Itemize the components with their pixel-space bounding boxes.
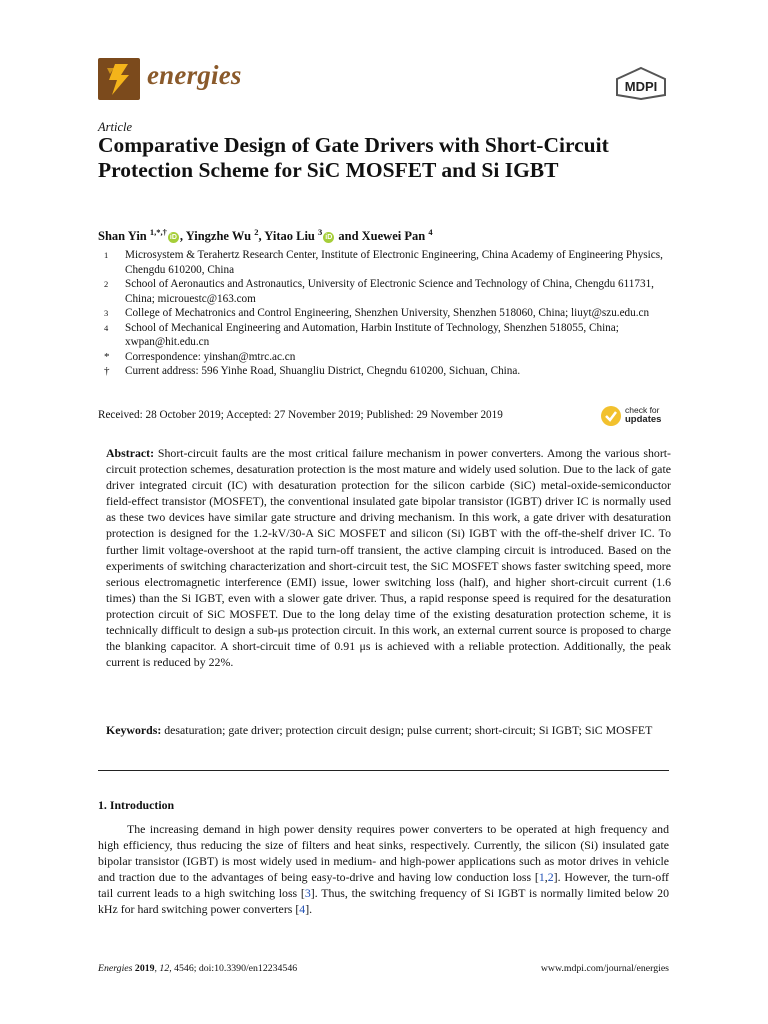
author-list: Shan Yin $^{1,*,\dagger}$iD , Yingzhe Wu $^2$, Yitao Liu $^3$iD and Xuewei Pan $^4$ xyxy=(98,227,433,244)
check-for-updates-badge[interactable] xyxy=(600,403,672,429)
affiliation-item xyxy=(104,248,674,277)
check-updates-line1: check for xyxy=(625,405,660,415)
section-divider xyxy=(98,770,669,771)
orcid-icon[interactable]: iD xyxy=(169,234,177,242)
author-name: Yingzhe Wu xyxy=(185,229,252,244)
footer-citation: Energies 2019, 12, 4546; doi:10.3390/en12234546 xyxy=(98,963,298,974)
author-sup: 2 xyxy=(254,227,259,237)
author-sup: 3 xyxy=(318,227,323,237)
current-address-item xyxy=(104,364,674,379)
affiliation-mark: 2 xyxy=(104,279,109,289)
affiliation-mark: 3 xyxy=(104,308,109,318)
keywords-text: desaturation; gate driver; protection circuit design; pulse current; short-circuit; Si IGBT; SiC MOSFET xyxy=(164,723,653,737)
affiliation-mark: 1 xyxy=(104,250,109,260)
abstract-text: Short-circuit faults are the most critical failure mechanism in power converters. Among the various short-circuit protection schemes, desaturation protection is the most mature and widely used solution. Due to the lack of gate driver integrated circuit (IC) with desaturation protection for the silicon carbide (SiC) metal-oxide-semiconductor field-effect transistor (MOSFET), the conventional insulated gate bipolar transistor (IGBT) driver IC is normally used as these two devices have similar gate structure and driving mechanism. In this work, a gate driver with desaturation protection is designed for the 1.2-kV/30-A SiC MOSFET and silicon (Si) IGBT with the off-the-shelf driver IC. To further limit voltage-overshoot at the rapid turn-off transient, the active clamping circuit is introduced. Based on the experiments of switching characterization and short-circuit test, the SiC MOSFET shows faster switching speed, more serious electromagnetic interference (EMI) issue, lower switching loss (half), and higher short-circuit current (1.6 times) than the Si IGBT, even with a slower gate driver. Thus, a rapid response speed is required for the desaturation protection circuit of SiC MOSFET. Due to the long delay time of the existing desaturation protection scheme, it is technically difficult to design a sub-μs protection circuit. In this work, an external current source is proposed to charge the blanking capacitor. A short-circuit time of 0.91 μs is achieved with a reliable protection. Additionally, the peak current is reduced by 22%. xyxy=(106,446,672,670)
publisher-logo xyxy=(613,66,669,100)
footer-journal: Energies xyxy=(98,963,133,974)
paper-title: Comparative Design of Gate Drivers with Short-Circuit Protection Scheme for SiC MOSFET and Si IGBT xyxy=(98,133,609,182)
citation-link[interactable]: 2 xyxy=(547,870,554,885)
abstract-label: Abstract: xyxy=(106,446,155,460)
affiliation-mark: 4 xyxy=(104,322,109,333)
affiliation-item xyxy=(104,321,674,350)
orcid-icon[interactable]: iD xyxy=(325,234,333,242)
correspondence-item xyxy=(104,350,674,365)
intro-text: ]. However, the turn-off tail current leads to a high switching loss [ xyxy=(98,870,669,901)
keywords xyxy=(106,722,671,738)
intro-text: , xyxy=(544,870,548,885)
affiliation-text: School of Aeronautics and Astronautics, University of Electronic Science and Technology of China, Chengdu 611731, China; microuestc@163.com xyxy=(125,278,654,305)
current-address-text: Current address: 596 Yinhe Road, Shuangliu District, Chegndu 610200, Sichuan, China. xyxy=(125,365,521,377)
affiliation-mark: * xyxy=(104,350,110,363)
author-name: Shan Yin xyxy=(98,229,147,244)
author-sup: 4 xyxy=(428,227,433,237)
abstract xyxy=(106,445,671,670)
intro-text: ]. Thus, the switching frequency of Si IGBT is normally limited below 20 kHz for hard switching power converters [ xyxy=(98,886,669,917)
affiliation-item xyxy=(104,306,674,321)
journal-logo xyxy=(98,58,140,100)
check-updates-label xyxy=(625,406,661,424)
correspondence-text: Correspondence: yinshan@mtrc.ac.cn xyxy=(125,350,296,363)
section-heading: 1. Introduction xyxy=(98,798,175,812)
citation-link[interactable]: 4 xyxy=(299,902,306,917)
affiliation-text: School of Mechanical Engineering and Automation, Harbin Institute of Technology, Shenzhen 518055, China; xwpan@hit.edu.cn xyxy=(125,321,619,348)
mdpi-logo-icon xyxy=(613,66,669,100)
footer-volume: 12 xyxy=(159,963,170,974)
keywords-label: Keywords: xyxy=(106,723,162,737)
citation-link[interactable]: 1 xyxy=(538,870,545,885)
footer-url[interactable]: www.mdpi.com/journal/energies xyxy=(540,963,669,974)
affiliations xyxy=(104,248,674,379)
mdpi-logo-text: MDPI xyxy=(624,79,658,94)
journal-name: energies xyxy=(147,60,242,90)
check-updates-icon xyxy=(600,404,622,428)
intro-text: ]. xyxy=(305,902,313,917)
affiliation-text: College of Mechatronics and Control Engineering, Shenzhen University, Shenzhen 518060, China; liuyt@szu.edu.cn xyxy=(125,307,650,319)
check-updates-line2: updates xyxy=(625,414,662,425)
affiliation-mark: † xyxy=(104,365,110,377)
author-sup: 1,*,† xyxy=(149,227,167,237)
footer-doi: , 4546; doi:10.3390/en12234546 xyxy=(169,963,298,974)
footer-year: 2019 xyxy=(134,963,155,974)
publication-dates: Received: 28 October 2019; Accepted: 27 November 2019; Published: 29 November 2019 xyxy=(98,409,503,421)
author-name: Yitao Liu xyxy=(264,229,315,244)
intro-text: The increasing demand in high power density requires power converters to be operated at high frequency and high efficiency, thus reducing the size of filters and heat sinks, respectively. Currently, the silicon (Si) insulated gate bipolar transistor (IGBT) is most widely used in medium- and high-power applications such as motor drives in vehicle and traction due to the advantages of being easy-to-drive and having low conduction loss [ xyxy=(98,822,669,885)
introduction-paragraph xyxy=(98,821,669,918)
article-type: Article xyxy=(98,120,133,134)
lightning-icon xyxy=(98,58,140,100)
author-name: Xuewei Pan xyxy=(361,229,426,244)
affiliation-text: Microsystem & Terahertz Research Center, Institute of Electronic Engineering, China Academy of Engineering Physics, Chengdu 610200, China xyxy=(125,249,663,276)
citation-link[interactable]: 3 xyxy=(304,886,311,901)
affiliation-item xyxy=(104,277,674,306)
